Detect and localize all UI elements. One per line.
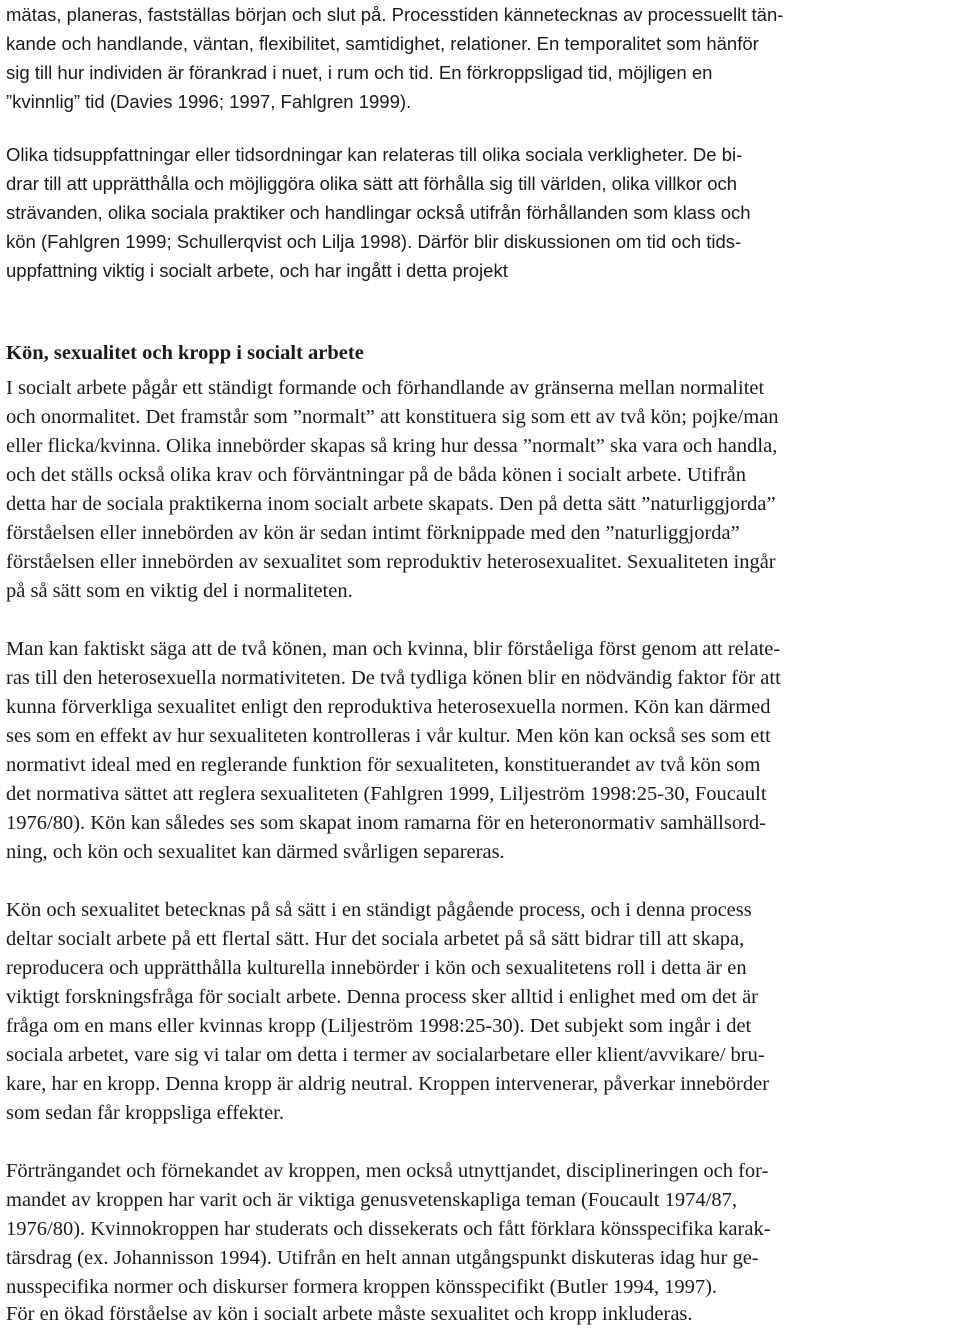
text-line: ses som en effekt av hur sexualiteten kontrolleras i vår kultur. Men kön kan också ses som ett xyxy=(6,725,771,747)
text-line: som sedan får kroppsliga effekter. xyxy=(6,1102,284,1124)
text-line: normativt ideal med en reglerande funktion för sexualiteten, konstituerandet av två kön som xyxy=(6,754,761,776)
text-line: detta har de sociala praktikerna inom socialt arbete skapats. Den på detta sätt ”naturliggjorda” xyxy=(6,493,776,515)
text-line: tärsdrag (ex. Johannisson 1994). Utifrån en helt annan utgångspunkt diskuteras idag hur ge- xyxy=(6,1247,759,1269)
text-line: och onormalitet. Det framstår som ”normalt” att konstituera sig som ett av två kön; pojke/man xyxy=(6,406,779,428)
text-line: kare, har en kropp. Denna kropp är aldrig neutral. Kroppen intervenerar, påverkar innebörder xyxy=(6,1073,770,1095)
text-line: kande och handlande, väntan, flexibilitet, samtidighet, relationer. En temporalitet som hänför xyxy=(6,33,759,54)
text-line: det normativa sättet att reglera sexualiteten (Fahlgren 1999, Liljeström 1998:25-30, Foucault xyxy=(6,783,767,805)
text-line: reproducera och upprätthålla kulturella innebörder i kön och sexualitetens roll i detta är en xyxy=(6,957,747,979)
text-line: drar till att upprätthålla och möjliggöra olika sätt att förhålla sig till världen, olika villkor och xyxy=(6,173,738,194)
text-line: strävanden, olika sociala praktiker och handlingar också utifrån förhållanden som klass och xyxy=(6,202,751,223)
text-line: fråga om en mans eller kvinnas kropp (Liljeström 1998:25-30). Det subjekt som ingår i det xyxy=(6,1015,752,1037)
text-line: mätas, planeras, fastställas början och slut på. Processtiden kännetecknas av processuellt tän- xyxy=(6,4,784,25)
text-line: Olika tidsuppfattningar eller tidsordningar kan relateras till olika sociala verkligheter. De bi- xyxy=(6,144,743,165)
text-line: deltar socialt arbete på ett flertal sätt. Hur det sociala arbetet på så sätt bidrar till att skapa, xyxy=(6,928,745,950)
text-line: ras till den heterosexuella normativiteten. De två tydliga könen blir en nödvändig faktor för att xyxy=(6,667,781,689)
text-line: sociala arbetet, vare sig vi talar om detta i termer av socialarbetare eller klient/avvikare/ bru- xyxy=(6,1044,765,1066)
text-line: 1976/80). Kvinnokroppen har studerats och dissekerats och fått förklara könsspecifika karak- xyxy=(6,1218,771,1240)
text-line: på så sätt som en viktig del i normaliteten. xyxy=(6,580,353,602)
text-line: För en ökad förståelse av kön i socialt arbete måste sexualitet och kropp inkluderas. xyxy=(6,1303,693,1325)
text-line: nusspecifika normer och diskurser formera kroppen könsspecifikt (Butler 1994, 1997). xyxy=(6,1276,718,1298)
text-line: uppfattning viktig i socialt arbete, och har ingått i detta projekt xyxy=(6,260,508,281)
text-line: förståelsen eller innebörden av kön är sedan intimt förknippade med den ”naturliggjorda” xyxy=(6,522,740,544)
text-line: viktigt forskningsfråga för socialt arbete. Denna process sker alltid i enlighet med om det är xyxy=(6,986,759,1008)
text-line: mandet av kroppen har varit och är viktiga genusvetenskapliga teman (Foucault 1974/87, xyxy=(6,1189,737,1211)
text-line: I socialt arbete pågår ett ständigt formande och förhandlande av gränserna mellan normalitet xyxy=(6,377,765,399)
text-line: kön (Fahlgren 1999; Schullerqvist och Lilja 1998). Därför blir diskussionen om tid och tids- xyxy=(6,231,742,252)
text-line: Förträngandet och förnekandet av kroppen, men också utnyttjandet, disciplineringen och for- xyxy=(6,1160,769,1182)
section-heading: Kön, sexualitet och kropp i socialt arbete xyxy=(6,342,364,364)
text-line: eller flicka/kvinna. Olika innebörder skapas så kring hur dessa ”normalt” ska vara och handla, xyxy=(6,435,778,457)
text-line: 1976/80). Kön kan således ses som skapat inom ramarna för en heteronormativ samhällsord- xyxy=(6,812,767,834)
text-line: sig till hur individen är förankrad i nuet, i rum och tid. En förkroppsligad tid, möjligen en xyxy=(6,62,713,83)
text-line: kunna förverkliga sexualitet enligt den reproduktiva heterosexuella normen. Kön kan därmed xyxy=(6,696,771,718)
text-line: ning, och kön och sexualitet kan därmed svårligen separeras. xyxy=(6,841,505,863)
text-line: förståelsen eller innebörden av sexualitet som reproduktiv heterosexualitet. Sexualiteten ingår xyxy=(6,551,776,573)
text-line: Man kan faktiskt säga att de två könen, man och kvinna, blir förståeliga först genom att relate- xyxy=(6,638,781,660)
text-line: och det ställs också olika krav och förväntningar på de båda könen i socialt arbete. Utifrån xyxy=(6,464,747,486)
text-line: Kön och sexualitet betecknas på så sätt i en ständigt pågående process, och i denna process xyxy=(6,899,752,921)
text-line: ”kvinnlig” tid (Davies 1996; 1997, Fahlgren 1999). xyxy=(6,91,412,112)
